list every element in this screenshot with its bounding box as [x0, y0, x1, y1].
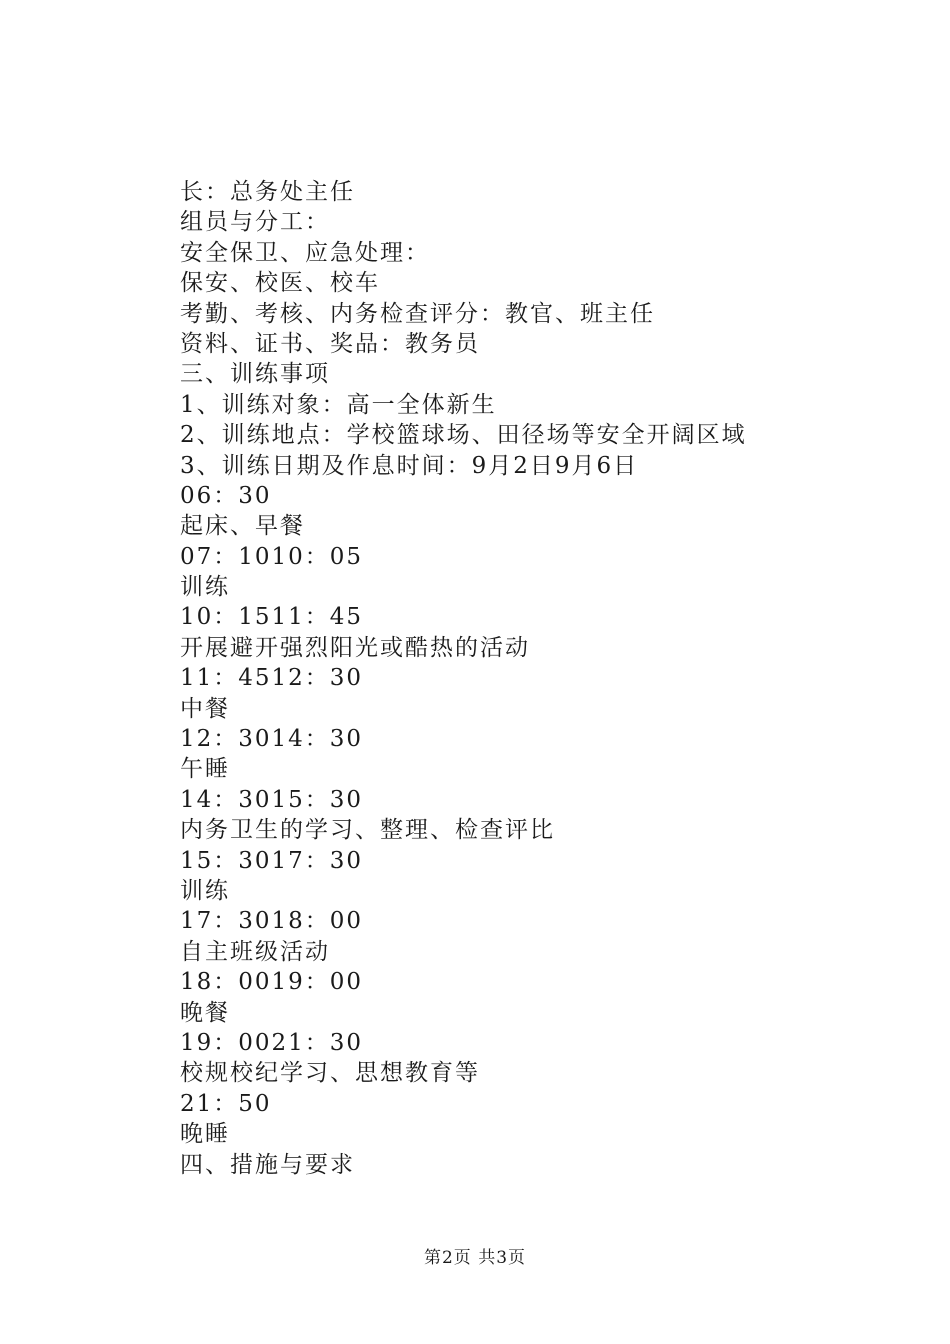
text-line: 14：3015：30: [180, 786, 364, 813]
text-line: 午睡: [180, 756, 230, 783]
text-line: 训练: [180, 574, 230, 601]
text-line: 1、训练对象：高一全体新生: [180, 391, 497, 418]
text-line: 内务卫生的学习、整理、检查评比: [180, 817, 555, 844]
text-line: 安全保卫、应急处理：: [180, 239, 430, 266]
text-line: 校规校纪学习、思想教育等: [180, 1060, 480, 1087]
text-line: 19：0021：30: [180, 1029, 364, 1056]
text-line: 21：50: [180, 1090, 272, 1117]
text-line: 12：3014：30: [180, 726, 364, 753]
text-line: 06：30: [180, 482, 272, 509]
text-line: 3、训练日期及作息时间：9月2日9月6日: [180, 452, 639, 479]
text-line: 中餐: [180, 695, 230, 722]
text-line: 自主班级活动: [180, 938, 330, 965]
text-line: 17：3018：00: [180, 908, 364, 935]
text-line: 15：3017：30: [180, 847, 364, 874]
text-line: 保安、校医、校车: [180, 270, 380, 297]
text-line: 10：1511：45: [180, 604, 364, 631]
text-line: 2、训练地点：学校篮球场、田径场等安全开阔区域: [180, 422, 747, 449]
text-line: 三、训练事项: [180, 361, 330, 388]
text-line: 长：总务处主任: [180, 179, 355, 205]
text-line: 11：4512：30: [180, 665, 364, 692]
text-line: 考勤、考核、内务检查评分：教官、班主任: [180, 300, 655, 327]
text-line: 07：1010：05: [180, 543, 364, 570]
text-line: 训练: [180, 877, 230, 904]
text-line: 开展避开强烈阳光或酷热的活动: [180, 634, 530, 661]
text-line: 晚餐: [180, 999, 230, 1026]
text-line: 起床、早餐: [180, 513, 305, 540]
page-footer: 第2页 共3页: [423, 1248, 527, 1268]
text-line: 18：0019：00: [180, 969, 364, 996]
document-body: [180, 177, 747, 1180]
text-line: 资料、证书、奖品：教务员: [180, 330, 480, 357]
text-line: 四、措施与要求: [180, 1151, 355, 1178]
text-line: 组员与分工：: [180, 209, 330, 236]
text-line: 晚睡: [180, 1121, 230, 1148]
